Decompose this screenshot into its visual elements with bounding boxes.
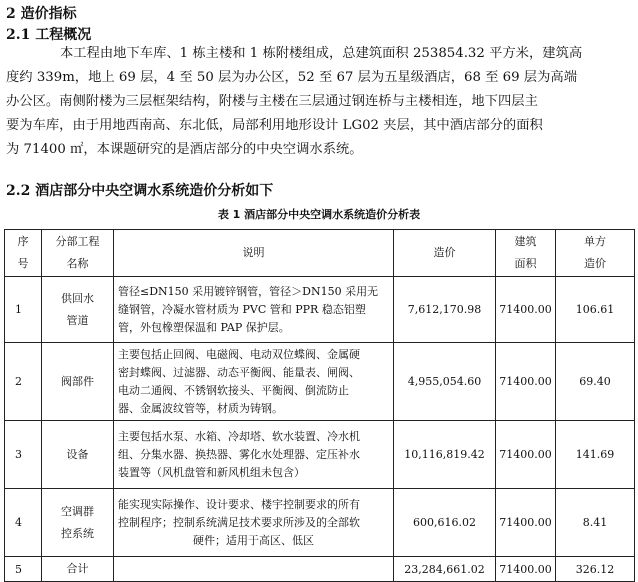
cell-desc xyxy=(114,557,394,582)
cell-name: 空调群 控系统 xyxy=(42,489,114,557)
paragraph-line: 办公区。南侧附楼为三层框架结构，附楼与主楼在三层通过钢连桥与主楼相连，地下四层主 xyxy=(6,94,538,109)
cell-cost: 23,284,661.02 xyxy=(394,557,496,582)
cell-seq: 5 xyxy=(5,557,42,582)
cell-area: 71400.00 xyxy=(496,277,556,343)
cell-desc: 主要包括止回阀、电磁阀、电动双位蝶阀、金属硬 密封蝶阀、过滤器、动态平衡阀、能量表、闸阀、 电动二通阀、不锈钢软接头、平衡阀、倒流防止 器、金属波纹管等，材质为铸钢。 xyxy=(114,343,394,421)
header-desc: 说明 xyxy=(114,230,394,277)
paragraph-line: 为 71400 ㎡，本课题研究的是酒店部分的中央空调水系统。 xyxy=(6,142,363,157)
cell-unit: 8.41 xyxy=(556,489,635,557)
cell-name: 合计 xyxy=(42,557,114,582)
paragraph-line: 要为车库，由于用地西南高、东北低，局部利用地形设计 LG02 夹层，其中酒店部分的面积 xyxy=(6,118,543,133)
cell-unit: 326.12 xyxy=(556,557,635,582)
cell-name: 设备 xyxy=(42,421,114,489)
header-unit: 单方 造价 xyxy=(556,230,635,277)
section-heading: 2 造价指标 xyxy=(6,6,77,22)
cell-seq: 2 xyxy=(5,343,42,421)
cell-name: 阀部件 xyxy=(42,343,114,421)
header-area: 建筑 面积 xyxy=(496,230,556,277)
table-row xyxy=(5,421,635,489)
subsection-heading-analysis: 2.2 酒店部分中央空调水系统造价分析如下 xyxy=(6,183,274,199)
table-row xyxy=(5,489,635,557)
cell-desc: 主要包括水泵、水箱、冷却塔、软水装置、冷水机 组、分集水器、换热器、雾化水处理器、定压补水 装置等（风机盘管和新风机组未包含） xyxy=(114,421,394,489)
cell-cost: 4,955,054.60 xyxy=(394,343,496,421)
table-caption: 表 1 酒店部分中央空调水系统造价分析表 xyxy=(217,208,421,221)
paragraph-line: 本工程由地下车库、1 栋主楼和 1 栋附楼组成，总建筑面积 253854.32 平方米，建筑高 xyxy=(60,46,583,61)
header-cost: 造价 xyxy=(394,230,496,277)
cell-area: 71400.00 xyxy=(496,421,556,489)
header-name: 分部工程 名称 xyxy=(42,230,114,277)
overview-paragraph xyxy=(6,42,631,162)
cell-cost: 10,116,819.42 xyxy=(394,421,496,489)
cell-area: 71400.00 xyxy=(496,489,556,557)
cell-unit: 141.69 xyxy=(556,421,635,489)
paragraph-line: 度约 339m，地上 69 层，4 至 50 层为办公区，52 至 67 层为五星级酒店，68 至 69 层为高端 xyxy=(6,70,577,85)
cell-area: 71400.00 xyxy=(496,557,556,582)
cell-seq: 3 xyxy=(5,421,42,489)
table-row xyxy=(5,343,635,421)
cell-desc: 能实现实际操作、设计要求、楼宇控制要求的所有 控制程序；控制系统满足技术要求所涉及的全部软 硬件；适用于高区、低区 xyxy=(114,489,394,557)
cell-cost: 7,612,170.98 xyxy=(394,277,496,343)
table-row xyxy=(5,277,635,343)
table-row-total xyxy=(5,557,635,582)
header-seq: 序 号 xyxy=(5,230,42,277)
cell-cost: 600,616.02 xyxy=(394,489,496,557)
subsection-heading-overview: 2.1 工程概况 xyxy=(6,27,92,43)
cell-name: 供回水 管道 xyxy=(42,277,114,343)
cost-analysis-table xyxy=(4,229,635,582)
cell-desc: 管径≤DN150 采用镀锌钢管，管径＞DN150 采用无 缝钢管，冷凝水管材质为 PVC 管和 PPR 稳态铝塑 管，外包橡塑保温和 PAP 保护层。 xyxy=(114,277,394,343)
cell-seq: 1 xyxy=(5,277,42,343)
cell-seq: 4 xyxy=(5,489,42,557)
table-header-row xyxy=(5,230,635,277)
cell-unit: 106.61 xyxy=(556,277,635,343)
cell-unit: 69.40 xyxy=(556,343,635,421)
cell-area: 71400.00 xyxy=(496,343,556,421)
